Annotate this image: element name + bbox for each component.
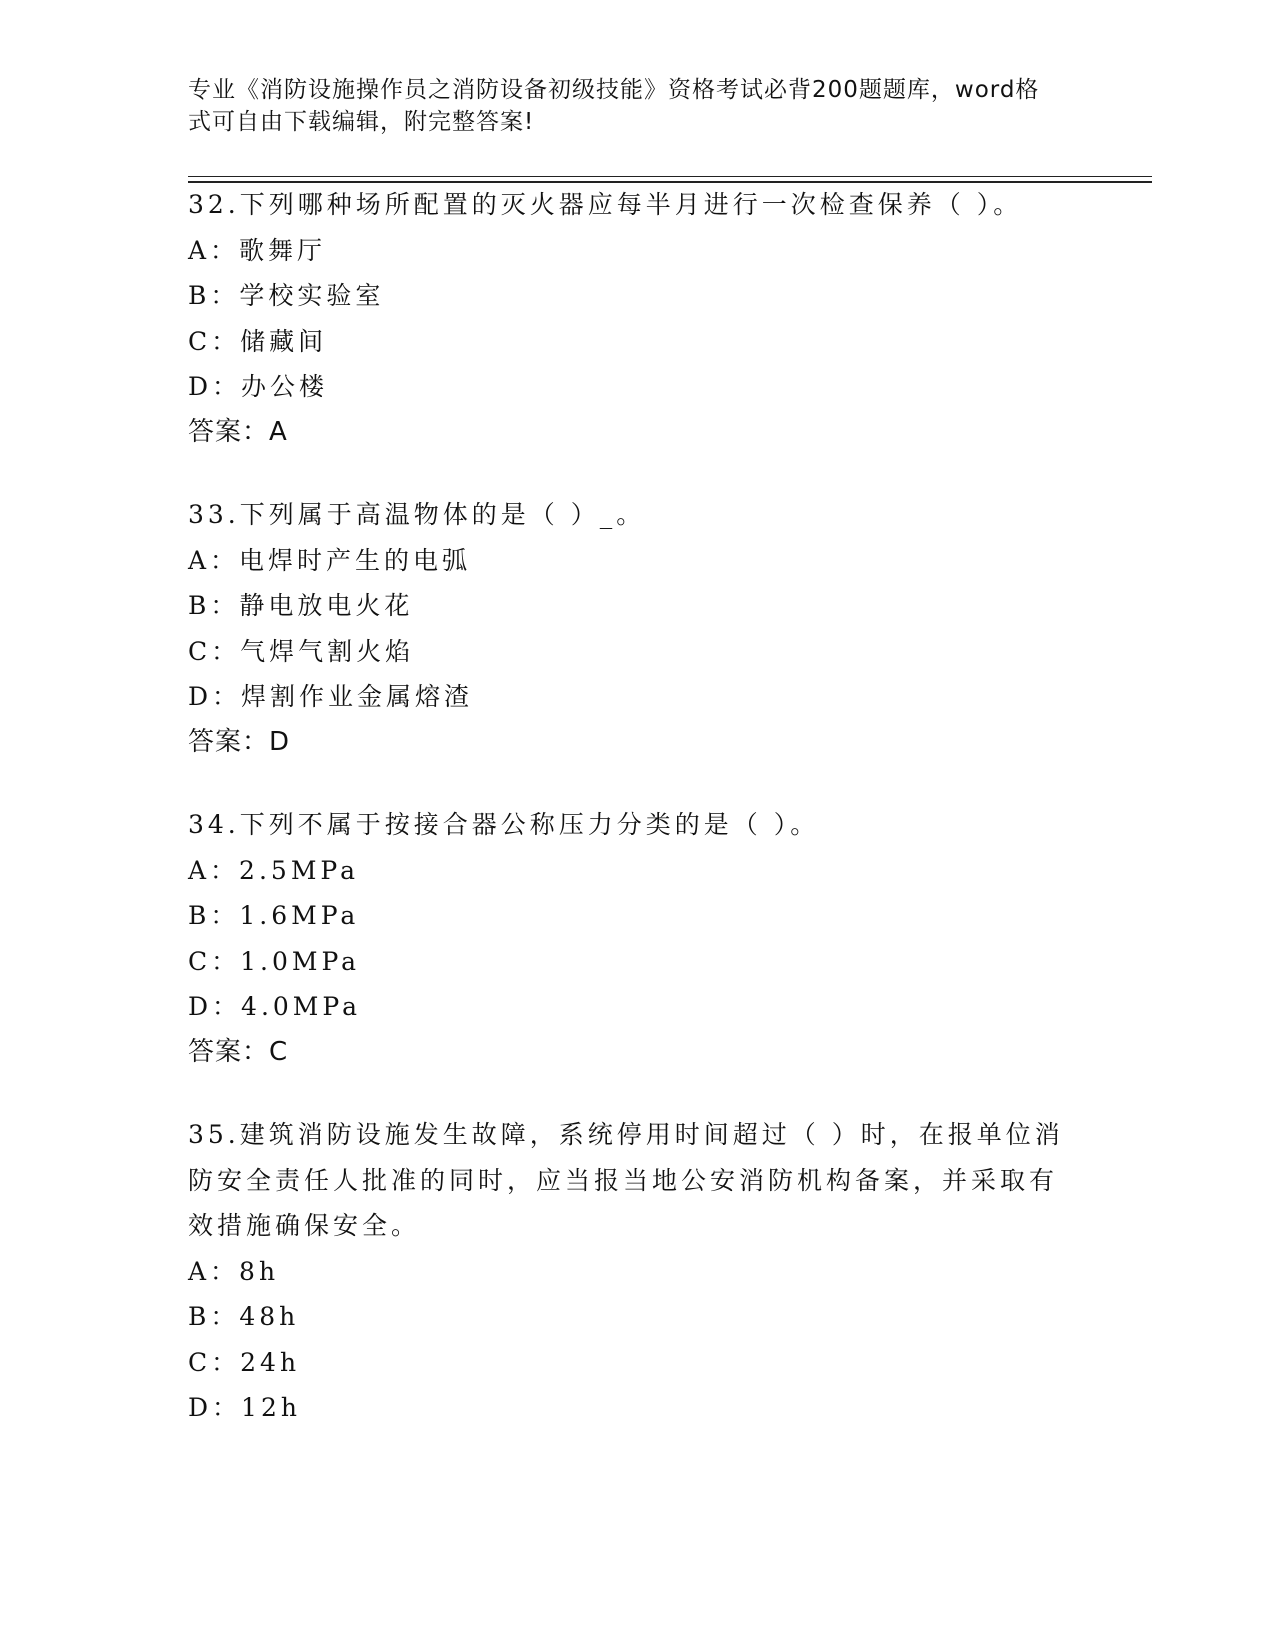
question-32 (188, 182, 1088, 455)
header-line-1: 专业《消防设施操作员之消防设备初级技能》资格考试必背200题题库，word格 (188, 77, 1040, 103)
question-34 (188, 802, 1088, 1075)
header-divider-thin (188, 176, 1152, 177)
answer-line: 答案：C (188, 1036, 289, 1067)
option-b: B：静电放电火花 (188, 591, 414, 620)
option-c: C：储藏间 (188, 326, 328, 356)
option-a: A：2.5MPa (188, 855, 360, 885)
option-a: A：歌舞厅 (188, 235, 327, 265)
header-line-2: 式可自由下载编辑，附完整答案! (188, 109, 535, 135)
question-35 (188, 1112, 1088, 1431)
option-c: C：24h (188, 1347, 301, 1377)
answer-line: 答案：D (188, 726, 291, 757)
question-stem-line-1: 35.建筑消防设施发生故障，系统停用时间超过（ ）时，在报单位消 (188, 1120, 1064, 1149)
option-a: A：电焊时产生的电弧 (188, 545, 472, 575)
question-stem: 34.下列不属于按接合器公称压力分类的是（ ）。 (188, 810, 820, 839)
question-stem: 33.下列属于高温物体的是（ ）_。 (188, 500, 646, 529)
option-d: D：焊割作业金属熔渣 (188, 682, 474, 711)
option-b: B：48h (188, 1302, 300, 1331)
question-stem-line-2: 防安全责任人批准的同时，应当报当地公安消防机构备案，并采取有 (188, 1165, 1059, 1195)
question-stem: 32.下列哪种场所配置的灭火器应每半月进行一次检查保养（ ）。 (188, 190, 1023, 219)
option-b: B：1.6MPa (188, 901, 360, 930)
document-header (188, 74, 1068, 138)
option-d: D：4.0MPa (188, 992, 362, 1021)
option-d: D：12h (188, 1393, 301, 1422)
option-d: D：办公楼 (188, 372, 329, 401)
question-33 (188, 492, 1088, 765)
option-c: C：气焊气割火焰 (188, 636, 415, 666)
answer-line: 答案：A (188, 416, 288, 447)
question-stem-line-3: 效措施确保安全。 (188, 1211, 421, 1240)
option-a: A：8h (188, 1256, 280, 1286)
option-b: B：学校实验室 (188, 281, 385, 310)
option-c: C：1.0MPa (188, 946, 361, 976)
